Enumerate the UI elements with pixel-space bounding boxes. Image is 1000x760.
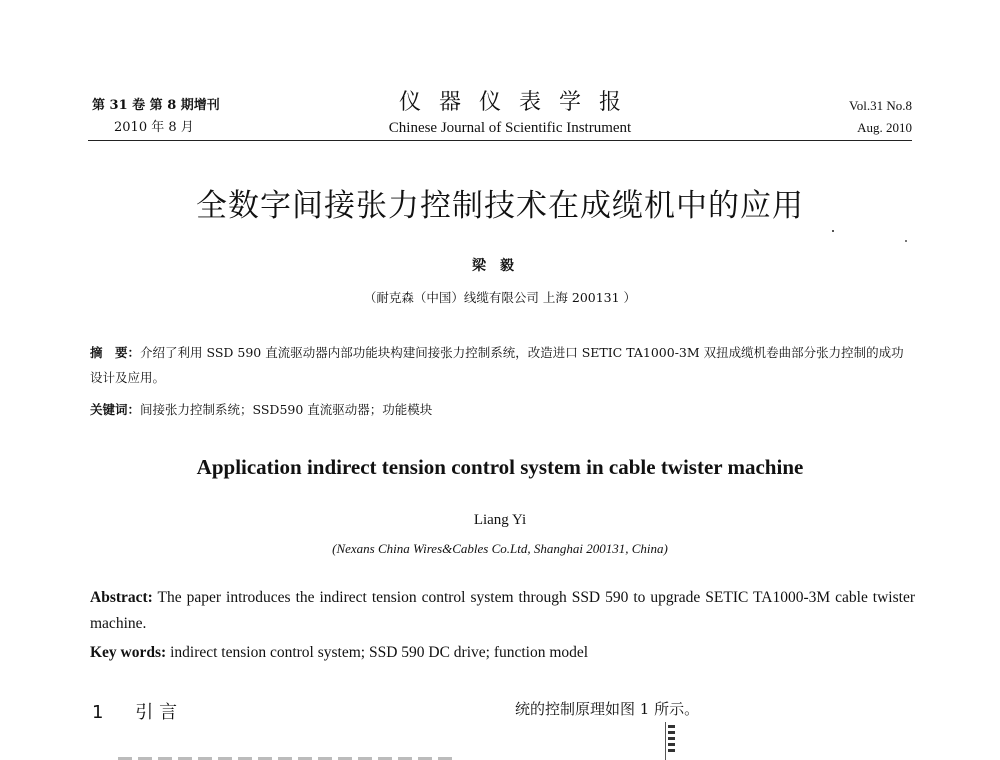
section-heading <box>92 698 183 724</box>
figure-mark <box>668 731 675 734</box>
header-journal <box>350 90 670 138</box>
paper-title-cn: 全数字间接张力控制技术在成缆机中的应用 <box>196 188 804 224</box>
header-rule <box>88 140 912 141</box>
author-en: Liang Yi <box>473 512 527 528</box>
keywords-en <box>90 643 588 663</box>
figure-fragment <box>665 722 675 760</box>
section-number: 1 <box>92 702 110 723</box>
cut-off-text-line <box>118 752 468 760</box>
figure-mark <box>668 749 675 752</box>
abstract-en <box>90 585 915 637</box>
scan-speck <box>832 230 834 232</box>
scan-speck <box>905 240 907 242</box>
abstract-cn-label: 摘 要： <box>90 345 141 360</box>
paper-title-en: Application indirect tension control system in cable twister machine <box>196 455 804 479</box>
figure-mark <box>668 737 675 740</box>
affiliation-cn: （耐克森（中国）线缆有限公司 上海 200131 ） <box>363 290 637 305</box>
keywords-cn-text: 间接张力控制系统；SSD590 直流驱动器；功能模块 <box>140 402 433 417</box>
figure-mark <box>668 725 675 728</box>
abstract-cn <box>90 340 915 390</box>
journal-name-cn: 仪器仪表学报 <box>398 90 639 115</box>
header-volume-en <box>849 95 912 139</box>
keywords-cn-label: 关键词： <box>90 402 141 417</box>
keywords-en-text: indirect tension control system; SSD 590 DC drive; function model <box>166 644 589 661</box>
journal-name-en: Chinese Journal of Scientific Instrument <box>388 120 632 136</box>
header-vol-no: Vol.31 No.8 <box>849 98 912 113</box>
header-volume-cn <box>92 95 220 139</box>
header-date-en: Aug. 2010 <box>857 120 912 135</box>
figure-mark <box>668 743 675 746</box>
header-date-cn: 2010 年 8 月 <box>114 120 194 135</box>
section-title: 引言 <box>135 702 184 723</box>
keywords-en-label: Key words: <box>90 644 167 661</box>
abstract-en-text: The paper introduces the indirect tension control system through SSD 590 to upgrade SETIC TA1000-3M cable twister machine. <box>90 589 915 632</box>
author-cn: 梁毅 <box>472 258 528 274</box>
abstract-en-label: Abstract: <box>90 589 153 606</box>
right-column-text: 统的控制原理如图 1 所示。 <box>515 700 700 718</box>
keywords-cn <box>90 400 432 420</box>
abstract-cn-text: 介绍了利用 SSD 590 直流驱动器内部功能块构建间接张力控制系统，改造进口 SETIC TA1000-3M 双扭成缆机卷曲部分张力控制的成功设计及应用。 <box>90 345 904 385</box>
affiliation-en: (Nexans China Wires&Cables Co.Ltd, Shanghai 200131, China) <box>332 541 668 556</box>
header-volume-issue: 第 31 卷 第 8 期增刊 <box>92 98 220 113</box>
